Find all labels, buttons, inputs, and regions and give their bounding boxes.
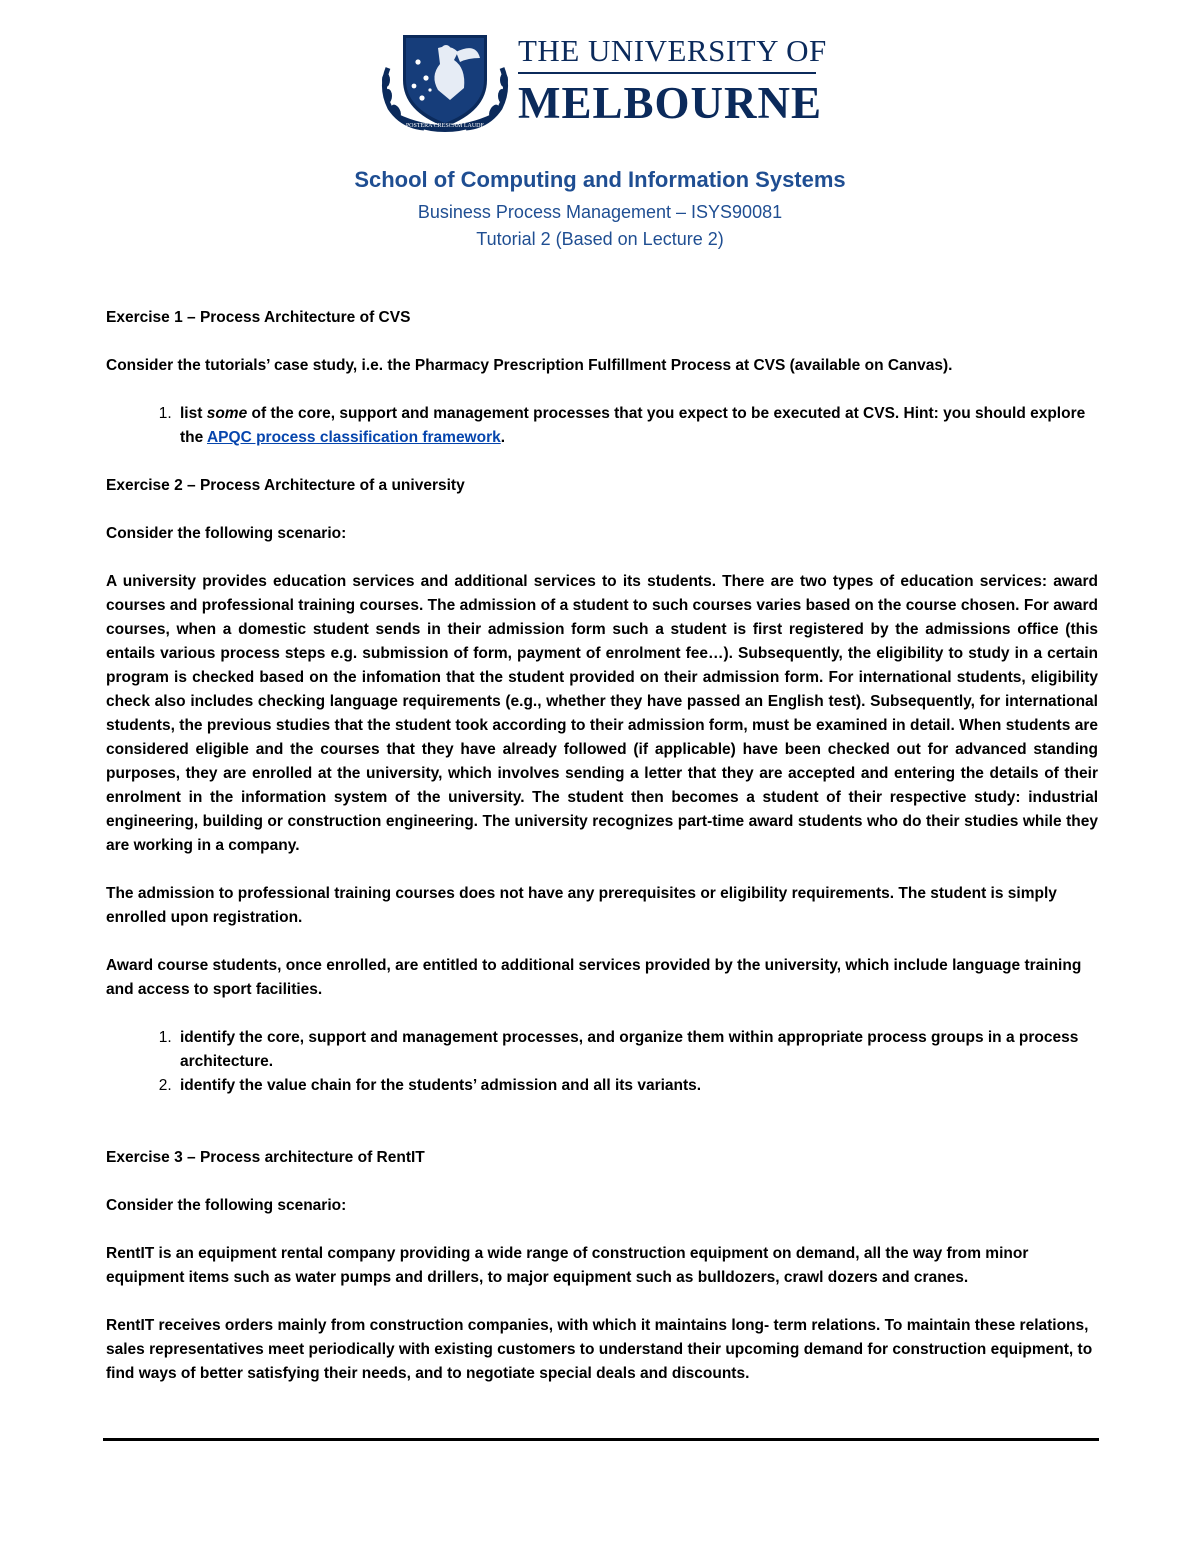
exercise2-task-item: 2. identify the value chain for the students’ admission and all its variants. xyxy=(176,1074,1098,1098)
school-title: School of Computing and Information Systems xyxy=(354,167,846,192)
wordmark-divider xyxy=(518,72,816,74)
exercise1-task-list xyxy=(106,402,1098,450)
university-logo xyxy=(380,28,827,132)
exercise2-heading: Exercise 2 – Process Architecture of a university xyxy=(106,477,465,494)
wordmark-line2: MELBOURNE xyxy=(518,78,823,128)
spacer xyxy=(106,1122,1098,1146)
exercise2-task-item: 1. identify the core, support and management processes, and organize them within appropriate process groups in a process architecture. xyxy=(176,1026,1098,1074)
exercise3-company-paragraph: RentIT is an equipment rental company providing a wide range of construction equipment on demand, all the way from minor equipment items such as water pumps and drillers, to major equipment such as bulldozers, crawl dozers and cranes. xyxy=(106,1245,1029,1286)
exercise2-intro: Consider the following scenario: xyxy=(106,525,347,542)
university-wordmark xyxy=(518,33,827,128)
exercise3-intro: Consider the following scenario: xyxy=(106,1197,347,1214)
exercise2-services-paragraph: Award course students, once enrolled, are entitled to additional services provided by the university, which include language training and access to sport facilities. xyxy=(106,957,1082,998)
exercise2-task-list xyxy=(106,1026,1098,1098)
document-body xyxy=(106,306,1098,1410)
exercise1-heading: Exercise 1 – Process Architecture of CVS xyxy=(106,309,411,326)
exercise2-professional-paragraph: The admission to professional training courses does not have any prerequisites or eligibility requirements. The student is simply enrolled upon registration. xyxy=(106,885,1057,926)
exercise1-task-item: 1. list some of the core, support and management processes that you expect to be executed at CVS. Hint: you should explore the APQC process classification framework. xyxy=(176,402,1098,450)
exercise3-orders-paragraph: RentIT receives orders mainly from construction companies, with which it maintains long- term relations. To maintain these relations, sales representatives meet periodically with existing customers to understand their upcoming demand for construction equipment, to find ways of better satisfying their needs, and to negotiate special deals and discounts. xyxy=(106,1317,1093,1382)
exercise1-intro: Consider the tutorials’ case study, i.e. the Pharmacy Prescription Fulfillment Process at CVS (available on Canvas). xyxy=(106,357,953,374)
wordmark-line1: THE UNIVERSITY OF xyxy=(518,33,827,68)
apqc-framework-link[interactable]: APQC process classification framework xyxy=(206,429,501,446)
emphasis-text: some xyxy=(206,405,248,422)
exercise2-scenario-paragraph: A university provides education services and additional services to its students. There are two types of education services: award courses and professional training courses. The admission of a student to such courses varies based on the course chosen. For award courses, when a domestic student sends in their admission form such a student is first registered by the admissions office (this entails various process steps e.g. submission of form, payment of enrolment fee…). Subsequently, the eligibility to study in a certain program is checked based on the infomation that the student provided on their admission form. For international students, eligibility check also includes checking language requirements (e.g., whether they have passed an English test). Subsequently, for international students, the previous studies that the student took according to their admission form, must be examined in detail. When students are considered eligible and the courses that they have already followed (if applicable) have been checked out for advanced standing purposes, they are enrolled at the university, which involves sending a letter that they are accepted and entering the details of their enrolment in the information system of the university. The student then becomes a student of their respective study: industrial engineering, building or construction engineering. The university recognizes part-time award students who do their studies while they are working in a company. xyxy=(106,573,1098,854)
tutorial-title: Tutorial 2 (Based on Lecture 2) xyxy=(476,229,724,249)
exercise3-heading: Exercise 3 – Process architecture of RentIT xyxy=(106,1149,425,1166)
page-bottom-rule xyxy=(103,1438,1099,1441)
course-title: Business Process Management – ISYS90081 xyxy=(417,202,783,222)
university-crest-icon xyxy=(380,28,510,132)
motto-text: POSTERA CRESCAM LAUDE xyxy=(405,123,485,129)
